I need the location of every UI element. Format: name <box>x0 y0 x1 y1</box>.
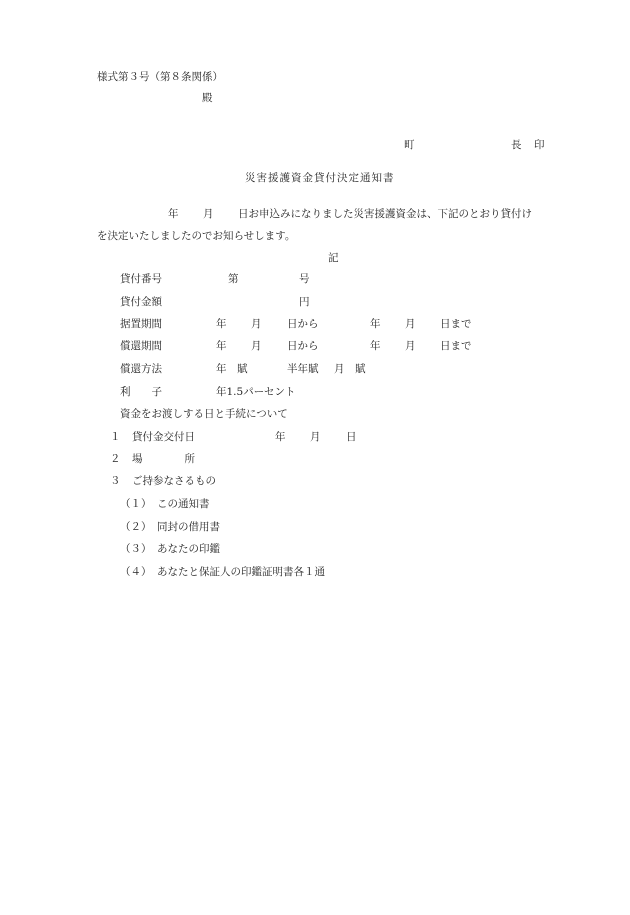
loan-number-prefix: 第 <box>228 273 239 285</box>
subitem-text: あなたの印鑑 <box>157 543 220 555</box>
repayment-period-year: 年 <box>216 340 227 352</box>
addressee-suffix: 殿 <box>202 92 213 104</box>
subitem-text: あなたと保証人の印鑑証明書各１通 <box>157 566 325 578</box>
deferment-until: 日まで <box>440 318 472 330</box>
item-place-label: 場 所 <box>132 453 195 465</box>
issuer-chief: 長 <box>511 139 522 151</box>
repayment-period-month: 月 <box>251 340 262 352</box>
deferment-from: 日から <box>287 318 319 330</box>
repayment-period-label: 償還期間 <box>120 340 162 352</box>
loan-amount-unit: 円 <box>299 296 310 308</box>
item-belongings-label: ご持参なさるもの <box>132 475 216 487</box>
form-label: 様式第３号（第８条関係） <box>97 71 223 83</box>
repayment-method-label: 償還方法 <box>120 363 162 375</box>
item-delivery-month: 月 <box>310 431 321 443</box>
repayment-method-monthly: 月 賦 <box>334 363 366 375</box>
loan-number-suffix: 号 <box>299 273 310 285</box>
repayment-period-month2: 月 <box>405 340 416 352</box>
item-number: ２ <box>110 453 121 465</box>
body-line2: を決定いたしましたのでお知らせします。 <box>97 230 296 242</box>
issuer-town: 町 <box>404 139 415 151</box>
subitem-number: （１） <box>120 498 152 510</box>
repayment-method-annual: 年 賦 <box>216 363 248 375</box>
subitem-text: この通知書 <box>157 498 210 510</box>
deferment-month2: 月 <box>405 318 416 330</box>
repayment-method-semiannual: 半年賦 <box>287 363 319 375</box>
item-number: １ <box>110 431 121 443</box>
ki-marker: 記 <box>328 252 339 264</box>
deferment-month: 月 <box>251 318 262 330</box>
loan-amount-label: 貸付金額 <box>120 296 162 308</box>
procedure-heading: 資金をお渡しする日と手続について <box>120 408 288 420</box>
repayment-period-until: 日まで <box>440 340 472 352</box>
item-delivery-year: 年 <box>275 431 286 443</box>
body-year: 年 <box>168 208 179 220</box>
item-number: ３ <box>110 475 121 487</box>
issuer-seal: 印 <box>534 139 545 151</box>
subitem-text: 同封の借用書 <box>157 521 220 533</box>
repayment-period-from: 日から <box>287 340 319 352</box>
deferment-year2: 年 <box>370 318 381 330</box>
body-month: 月 <box>203 208 214 220</box>
subitem-number: （４） <box>120 566 152 578</box>
item-delivery-date-label: 貸付金交付日 <box>132 431 195 443</box>
body-line1: 日お申込みになりました災害援護資金は、下記のとおり貸付け <box>238 208 532 220</box>
subitem-number: （２） <box>120 521 152 533</box>
interest-label: 利 子 <box>120 386 162 398</box>
document-title: 災害援護資金貸付決定通知書 <box>245 172 395 184</box>
subitem-number: （３） <box>120 543 152 555</box>
deferment-year: 年 <box>216 318 227 330</box>
item-delivery-day: 日 <box>346 431 357 443</box>
loan-number-label: 貸付番号 <box>120 273 162 285</box>
deferment-label: 据置期間 <box>120 318 162 330</box>
repayment-period-year2: 年 <box>370 340 381 352</box>
interest-value: 年1.5パーセント <box>216 386 296 398</box>
